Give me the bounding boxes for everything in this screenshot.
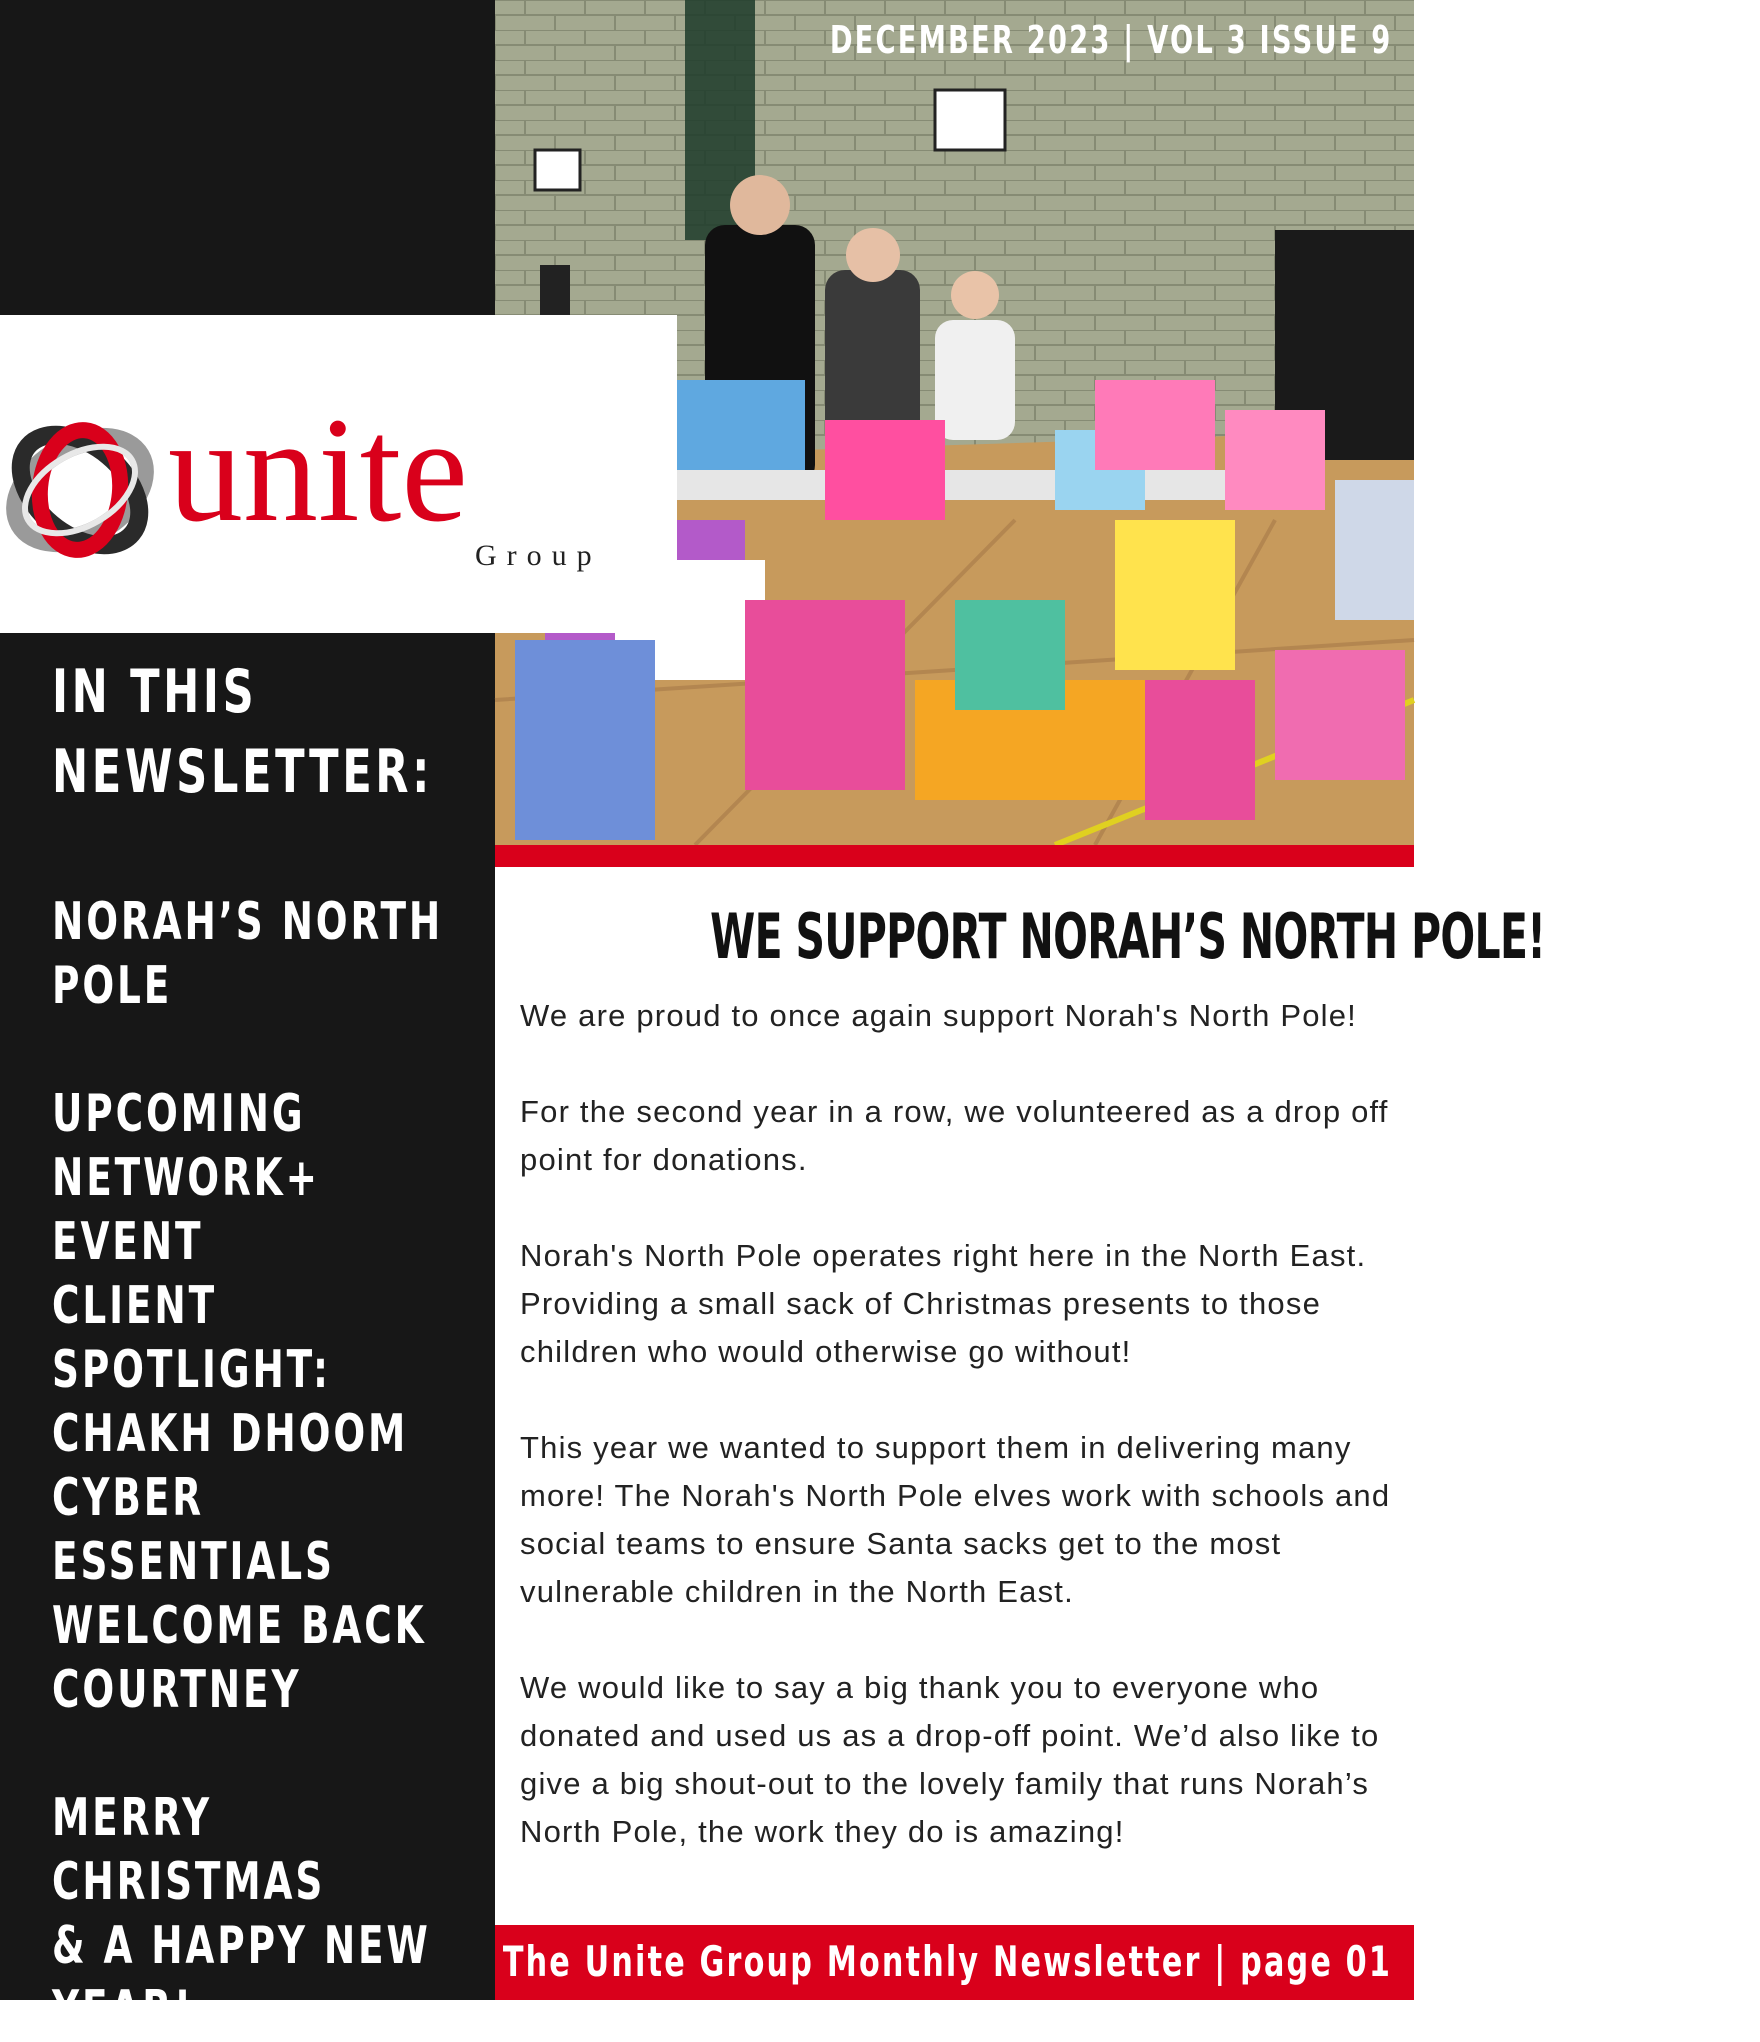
article-paragraph-2: For the second year in a row, we volunteered as a drop off point for donations. [520, 1094, 1389, 1177]
toc-item-welcome-back[interactable]: WELCOME BACK COURTNEY [52, 1596, 427, 1720]
footer-text: The Unite Group Monthly Newsletter | page 01 [502, 1937, 1392, 1986]
issue-line: DECEMBER 2023 | VOL 3 ISSUE 9 [829, 18, 1392, 62]
toc-item-cyber-essentials[interactable]: CYBER ESSENTIALS [52, 1468, 335, 1592]
article-headline: WE SUPPORT NORAH’S NORTH POLE! [710, 900, 1546, 973]
toc-item-merry-christmas[interactable]: MERRY CHRISTMAS & A HAPPY NEW YEAR! [52, 1788, 431, 2040]
interlocking-rings-icon [0, 413, 161, 568]
footer-bar [495, 1925, 1414, 2000]
article-paragraph-5: We would like to say a big thank you to everyone who donated and used us as a drop-off point. We’d also like to give a big shout-out to the lovely family that runs Norah’s North Pole, the work they do is amazing! [520, 1670, 1380, 1849]
logo-graphic [0, 315, 677, 633]
article-body [520, 992, 1400, 1904]
article-paragraph-3: Norah's North Pole operates right here in the North East. Providing a small sack of Christmas presents to those children who would otherwise go without! [520, 1238, 1367, 1369]
toc-item-norahs-north-pole[interactable]: NORAH’S NORTH POLE [52, 892, 444, 1016]
toc-item-network-event[interactable]: UPCOMING NETWORK+ EVENT [52, 1084, 320, 1272]
article-paragraph-4: This year we wanted to support them in delivering many more! The Norah's North Pole elves work with schools and social teams to ensure Santa sacks get to the most vulnerable children in the North East. [520, 1430, 1391, 1609]
sidebar [0, 0, 495, 2040]
logo-subtitle: Group [475, 539, 602, 572]
unite-group-logo [0, 315, 677, 633]
red-divider [495, 845, 1414, 867]
toc-item-client-spotlight[interactable]: CLIENT SPOTLIGHT: CHAKH DHOOM [52, 1276, 409, 1464]
toc-title: IN THIS NEWSLETTER: [52, 657, 434, 807]
logo-wordmark: unite [168, 387, 468, 553]
article-paragraph-1: We are proud to once again support Norah's North Pole! [520, 998, 1357, 1033]
